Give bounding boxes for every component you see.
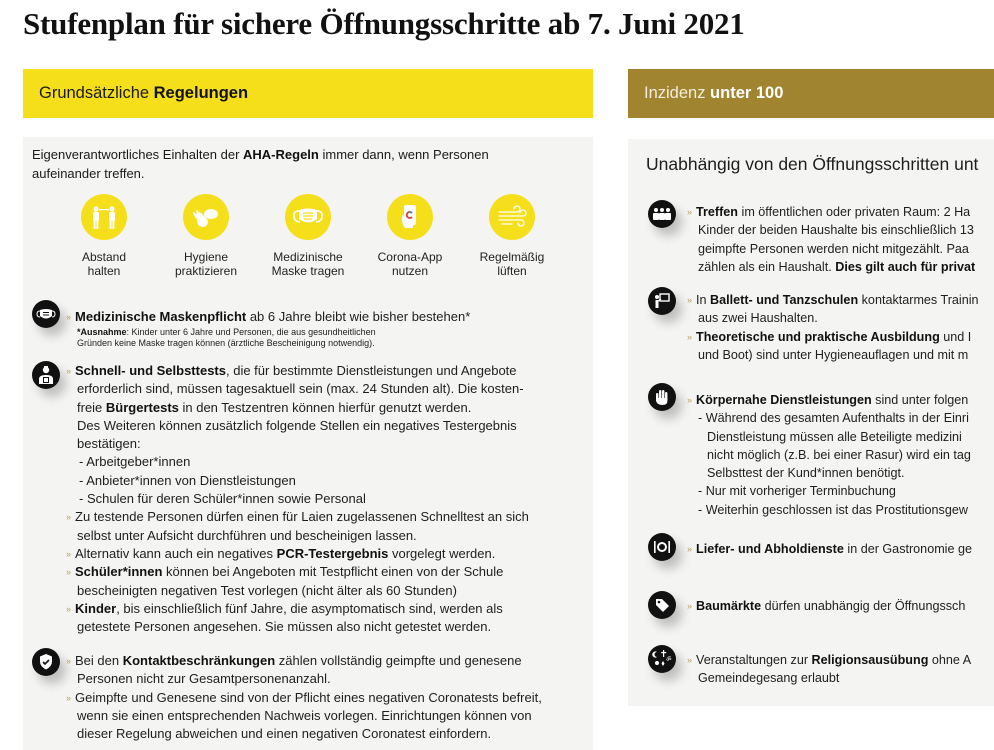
- religion-symbols-icon: [648, 645, 676, 673]
- hardware-bold: Baumärkte: [696, 599, 762, 613]
- right-intro: Unabhängig von den Öffnungsschritten unt: [646, 154, 979, 174]
- aha-label: lüften: [497, 264, 527, 278]
- dance-text: aus zwei Haushalten.: [698, 311, 818, 326]
- religion-text: ohne A: [928, 653, 972, 667]
- header-bold: Regelungen: [153, 84, 249, 102]
- note-bold: *Ausnahme: [77, 327, 127, 338]
- aha-label: Maske tragen: [271, 264, 345, 278]
- bullet-icon: »: [66, 567, 72, 578]
- intro-text: Eigenverantwortliches Einhalten der: [32, 147, 244, 162]
- tests-bold: PCR-Testergebnis: [276, 545, 389, 561]
- test-person-icon: [32, 361, 60, 389]
- tests-bold: Schüler*innen: [75, 564, 163, 580]
- intro-text: immer dann, wenn Personen: [318, 147, 489, 162]
- tests-text: können bei Angeboten mit Testpflicht einen von der Schule: [162, 564, 504, 580]
- tests-text: getestete Personen angesehen. Sie müssen also nicht getestet werden.: [77, 619, 492, 635]
- aha-item-distance: [53, 194, 155, 278]
- list-item: - Nur mit vorheriger Terminbuchung: [698, 484, 896, 499]
- svg-text:ॐ: ॐ: [666, 656, 672, 663]
- aha-label: praktizieren: [174, 264, 238, 278]
- bullet-icon: »: [66, 312, 72, 322]
- aha-item-hygiene: [155, 194, 257, 278]
- meet-text: zählen als ein Haushalt.: [698, 259, 836, 274]
- aha-item-mask: [257, 194, 359, 278]
- aha-intro: [32, 145, 552, 183]
- dance-text: kontaktarmes Trainin: [858, 293, 979, 307]
- hardware-text: dürfen unabhängig der Öffnungssch: [761, 599, 966, 613]
- tests-bold: Schnell- und Selbsttests: [75, 363, 226, 378]
- tests-bold: Bürgertests: [105, 399, 179, 415]
- handwash-icon: [183, 194, 229, 240]
- bullet-icon: »: [66, 366, 72, 376]
- contact-bold: Kontaktbeschränkungen: [122, 653, 276, 668]
- panel-incidence-under-100: [628, 139, 994, 706]
- note-text: : Kinder unter 6 Jahre und Personen, die aus gesundheitlichen: [126, 327, 376, 338]
- page-title: Stufenplan für sichere Öffnungsschritte ab 7. Juni 2021: [23, 6, 745, 41]
- bullet-icon: »: [66, 692, 72, 703]
- aha-item-corona-app: [359, 194, 461, 278]
- dance-text: und I: [939, 329, 972, 344]
- body-services-rule: [687, 391, 971, 519]
- bullet-icon: »: [66, 512, 72, 523]
- header-normal: Grundsätzliche: [39, 84, 154, 102]
- dance-text: und Boot) sind unter Hygieneauflagen und mit m: [698, 347, 969, 362]
- bullet-icon: »: [687, 295, 693, 305]
- religion-text: Gemeindegesang erlaubt: [698, 671, 840, 686]
- tests-text: , bis einschließlich fünf Jahre, die asymptomatisch sind, werden als: [116, 600, 503, 616]
- religion-rule: [687, 651, 971, 688]
- meet-bold: Dies gilt auch für privat: [835, 259, 976, 274]
- intro-bold: AHA-Regeln: [243, 147, 319, 162]
- aha-label: nutzen: [391, 264, 429, 278]
- tests-rule: [66, 362, 529, 636]
- header-inzidenz-unter-100: [628, 69, 994, 118]
- dance-rule: [687, 291, 979, 364]
- mask-bold: Medizinische Maskenpflicht: [75, 309, 247, 324]
- tests-text: Des Weiteren können zusätzlich folgende Stellen ein negatives Testergebnis: [77, 417, 517, 433]
- intro-line2: aufeinander treffen.: [32, 166, 145, 181]
- mask-icon: [32, 300, 60, 328]
- aha-label: halten: [87, 264, 121, 278]
- delivery-bold: Liefer- und Abholdienste: [696, 542, 844, 556]
- contact-text: zählen vollständig geimpfte und genesene: [275, 653, 522, 668]
- dance-bold: Theoretische und praktische Ausbildung: [696, 329, 940, 344]
- list-item: nicht möglich (z.B. bei einer Rasur) wird ein tag: [707, 447, 971, 462]
- bullet-icon: »: [66, 603, 72, 614]
- aha-label: Regelmäßig: [479, 250, 545, 264]
- aha-label: Medizinische: [273, 250, 343, 264]
- meet-text: im öffentlichen oder privaten Raum: 2 Ha: [738, 205, 971, 219]
- panel-general-rules: [23, 137, 593, 750]
- price-tag-icon: [648, 591, 676, 619]
- body-text: sind unter folgen: [871, 393, 969, 407]
- tests-text: , die für bestimmte Dienstleistungen und Angebote: [226, 363, 517, 378]
- body-bold: Körpernahe Dienstleistungen: [696, 393, 872, 407]
- tests-text: Zu testende Personen dürfen einen für Laien zugelassenen Schnelltest an sich: [75, 509, 529, 525]
- header-normal: Inzidenz: [644, 84, 711, 102]
- list-item: - Während des gesamten Aufenthalts in der Einri: [698, 411, 969, 426]
- tests-text: selbst unter Aufsicht durchführen und bescheinigen lassen.: [77, 527, 417, 543]
- list-item: - Arbeitgeber*innen: [79, 454, 191, 470]
- group-people-icon: [648, 200, 676, 228]
- mask-icon: [285, 194, 331, 240]
- list-item: - Anbieter*innen von Dienstleistungen: [79, 472, 296, 488]
- list-item: - Schulen für deren Schüler*innen sowie Personal: [79, 491, 366, 507]
- phone-app-icon: [387, 194, 433, 240]
- aha-item-ventilate: [461, 194, 563, 278]
- tests-text: erforderlich sind, müssen tagesaktuell sein (max. 24 Stunden alt). Die kosten-: [77, 381, 524, 397]
- contact-text: Geimpfte und Genesene sind von der Pflicht eines negativen Coronatests befreit,: [75, 689, 542, 705]
- delivery-rule: [687, 540, 972, 558]
- contact-text: dieser Regelung abweichen und einen negativen Coronatest einfordern.: [77, 726, 492, 742]
- dance-text: In: [696, 293, 711, 307]
- religion-text: Veranstaltungen zur: [696, 653, 812, 667]
- tests-text: Alternativ kann auch ein negatives: [75, 545, 277, 561]
- meet-text: Kinder der beiden Haushalte bis einschließlich 13: [698, 223, 974, 238]
- aha-label: Corona-App: [377, 250, 443, 264]
- tests-text: bescheinigten negativen Test vorlegen (nicht älter als 60 Stunden): [77, 582, 457, 598]
- list-item: Dienstleistung müssen alle Beteiligte medizini: [707, 429, 962, 444]
- header-bold: unter 100: [710, 84, 784, 102]
- bullet-icon: »: [687, 207, 693, 217]
- plate-cutlery-icon: [648, 533, 676, 561]
- bullet-icon: »: [687, 544, 693, 554]
- bullet-icon: »: [687, 395, 693, 405]
- hand-icon: [648, 383, 676, 411]
- contact-text: wenn sie einen entsprechenden Nachweis vorlegen. Einrichtungen können von: [77, 707, 532, 723]
- aha-label: Hygiene: [183, 250, 229, 264]
- meet-bold: Treffen: [696, 205, 739, 219]
- distance-icon: [81, 194, 127, 240]
- meet-text: geimpfte Personen werden nicht mitgezählt. Paa: [698, 241, 969, 256]
- bullet-icon: »: [687, 655, 693, 665]
- delivery-text: in der Gastronomie ge: [843, 542, 972, 556]
- header-grundsaetzliche-regelungen: [23, 69, 593, 118]
- shield-check-icon: [32, 648, 60, 676]
- tests-text: bestätigen:: [77, 436, 141, 452]
- tests-text: vorgelegt werden.: [388, 545, 496, 561]
- list-item: Selbsttest der Kund*innen benötigt.: [707, 466, 905, 481]
- aha-icon-row: [53, 194, 563, 278]
- religion-bold: Religionsausübung: [811, 653, 929, 667]
- contact-text: Personen nicht zur Gesamtpersonenanzahl.: [77, 671, 331, 687]
- teaching-board-icon: [648, 287, 676, 315]
- mask-rule: [66, 308, 470, 349]
- hardware-store-rule: [687, 597, 965, 615]
- dance-bold: Ballett- und Tanzschulen: [710, 293, 859, 307]
- note-text: Gründen keine Maske tragen können (ärztliche Bescheinigung notwendig).: [77, 338, 375, 349]
- wind-icon: [489, 194, 535, 240]
- bullet-icon: »: [687, 331, 693, 342]
- bullet-icon: »: [66, 548, 72, 559]
- bullet-icon: »: [687, 601, 693, 611]
- tests-bold: Kinder: [75, 600, 117, 616]
- aha-label: Abstand: [81, 250, 127, 264]
- contact-rule: [66, 652, 542, 743]
- tests-text: freie: [77, 399, 106, 415]
- bullet-icon: »: [66, 656, 72, 666]
- meet-rule: [687, 203, 975, 276]
- list-item: - Weiterhin geschlossen ist das Prostitutionsgew: [698, 502, 968, 517]
- tests-text: in den Testzentren können hierfür genutzt werden.: [178, 399, 472, 415]
- mask-text: ab 6 Jahre bleibt wie bisher bestehen*: [246, 309, 471, 324]
- contact-text: Bei den: [75, 653, 123, 668]
